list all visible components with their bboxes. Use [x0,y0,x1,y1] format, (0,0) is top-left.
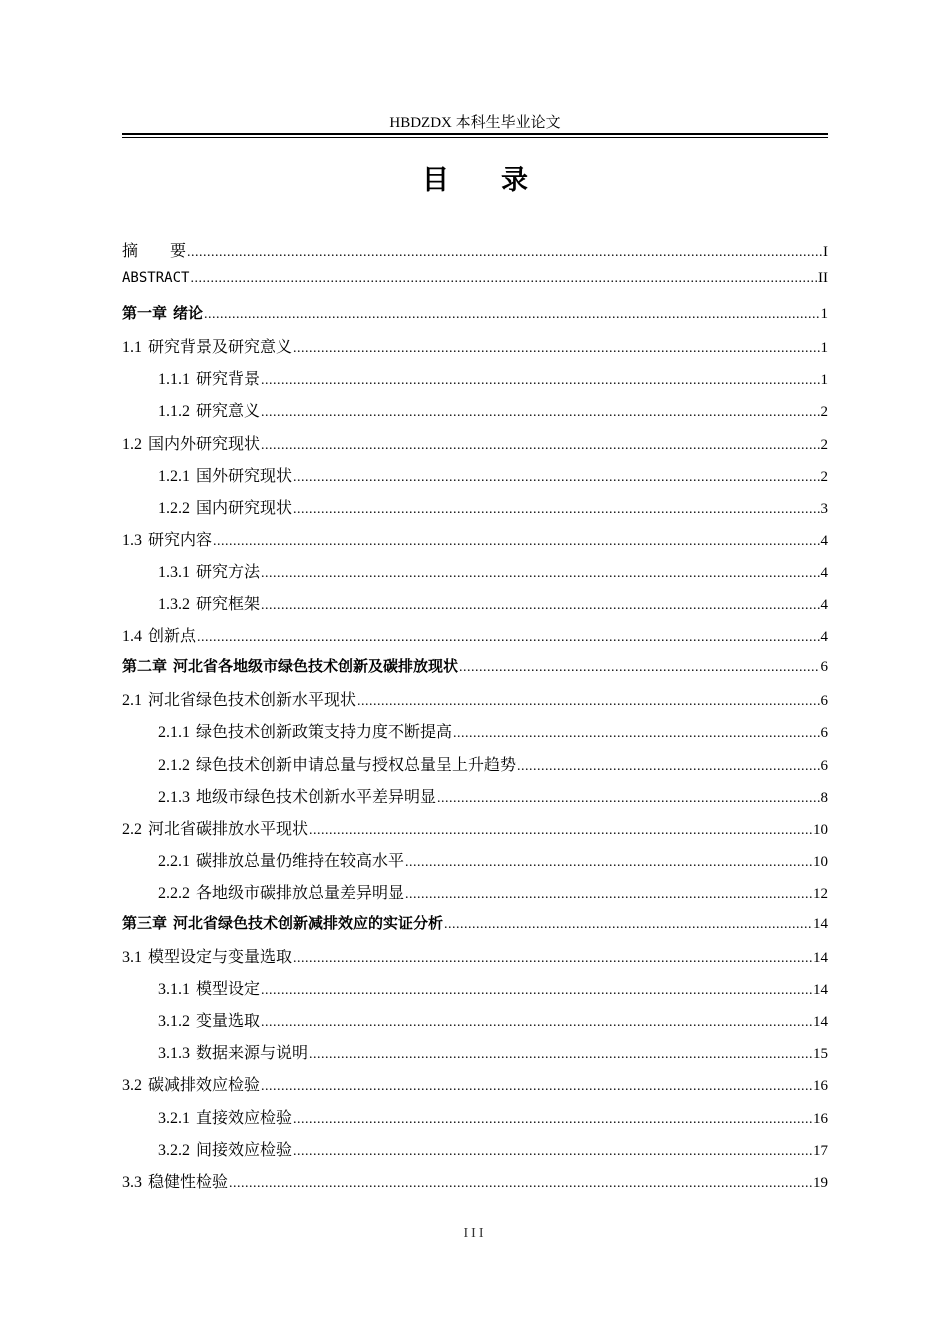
toc-entry[interactable] [122,912,828,944]
toc-leader-dots [309,1047,812,1063]
toc-entry[interactable] [122,1040,828,1072]
toc-entry-number: 1.3 [122,531,142,549]
toc-entry-label [158,752,516,775]
toc-entry-page: I [823,244,828,260]
toc-entry-text: 模型设定与变量选取 [148,949,293,967]
toc-entry-text: 绿色技术创新政策支持力度不断提高 [196,724,453,742]
toc-entry-number: 1.3.1 [158,563,190,581]
toc-entry-label [158,1105,292,1128]
toc-leader-dots [293,1112,812,1128]
toc-entry-label [122,431,260,454]
toc-entry-label [158,495,292,518]
toc-entry-page: 6 [820,757,828,774]
toc-entry-number: 1.1.2 [158,403,190,421]
toc-entry[interactable] [122,848,828,880]
toc-entry-text: 创新点 [148,628,197,646]
toc-leader-dots [213,534,819,550]
toc-entry[interactable] [122,752,828,784]
toc-entry-page: 6 [820,693,828,710]
toc-leader-dots [261,1015,812,1031]
toc-entry-page: 6 [820,659,828,676]
toc-entry-page: 1 [820,340,828,357]
toc-entry-number: 第三章 [122,913,168,932]
toc-entry[interactable] [122,880,828,912]
toc-entry-text: 摘 要 [122,243,187,260]
toc-entry-label [122,816,308,839]
toc-leader-dots [261,566,819,582]
toc-entry-label [158,719,452,742]
toc-entry-text: 碳减排效应检验 [148,1077,261,1095]
toc-entry-label [122,334,292,357]
toc-entry-page: 6 [820,725,828,742]
toc-entry-text: 变量选取 [196,1013,261,1031]
toc-entry-page: 3 [820,500,828,517]
toc-entry[interactable] [122,431,828,463]
toc-entry-number: 3.1.1 [158,981,190,999]
toc-entry-text: ABSTRACT [122,270,190,287]
toc-entry[interactable] [122,1169,828,1201]
toc-entry-text: 河北省碳排放水平现状 [148,820,309,838]
toc-entry-label [122,655,458,676]
toc-entry-page: 19 [813,1174,828,1191]
toc-leader-dots [293,1144,812,1160]
toc-leader-dots [293,341,819,357]
toc-entry-page: 12 [813,885,828,902]
toc-entry[interactable] [122,719,828,751]
toc-entry-label [158,880,404,903]
toc-entry[interactable] [122,976,828,1008]
toc-entry-label [122,527,212,550]
toc-entry[interactable] [122,1137,828,1169]
header-rule [122,133,828,138]
toc-entry-page: 16 [813,1110,828,1127]
toc-leader-dots [261,598,819,614]
toc-entry-text: 地级市绿色技术创新水平差异明显 [196,788,437,806]
toc-leader-dots [204,307,819,323]
toc-entry-text: 研究意义 [196,403,261,421]
toc-entry-label [122,623,196,646]
toc-entry-number: 2.1.1 [158,724,190,742]
toc-entry-page: 8 [820,789,828,806]
toc-entry[interactable] [122,238,828,270]
toc-entry-text: 研究方法 [196,563,261,581]
toc-entry-number: 3.2 [122,1077,142,1095]
toc-entry-page: 2 [820,436,828,453]
toc-entry-label [122,238,186,261]
toc-entry[interactable] [122,944,828,976]
toc-entry-page: 4 [820,532,828,549]
toc-entry-text: 间接效应检验 [196,1141,293,1159]
toc-entry-label [158,784,436,807]
toc-leader-dots [190,271,817,287]
toc-entry-page: 1 [820,306,828,323]
toc-entry-page: 16 [813,1078,828,1095]
toc-entry-page: 1 [820,372,828,389]
toc-entry-page: 14 [813,1014,828,1031]
toc-entry-number: 3.1.3 [158,1045,190,1063]
toc-entry-text: 数据来源与说明 [196,1045,309,1063]
toc-entry[interactable] [122,623,828,655]
toc-entry-label [122,270,189,286]
toc-entry[interactable] [122,816,828,848]
toc-leader-dots [437,791,819,807]
toc-entry-page: 14 [813,950,828,967]
page-title: 目录 [422,165,580,196]
toc-leader-dots [405,855,812,871]
toc-entry-page: 4 [820,597,828,614]
toc-entry-text: 河北省绿色技术创新水平现状 [148,692,357,710]
toc-entry-number: 1.3.2 [158,596,190,614]
toc-entry-text: 绪论 [173,304,204,323]
toc-entry-label [122,687,356,710]
toc-entry-text: 河北省各地级市绿色技术创新及碳排放现状 [173,657,459,676]
toc-leader-dots [261,405,819,421]
toc-entry-text: 研究背景 [196,371,261,389]
toc-entry-text: 国内外研究现状 [148,435,261,453]
toc-entry-label [122,944,292,967]
toc-entry-number: 3.3 [122,1173,142,1191]
toc-leader-dots [517,759,819,775]
toc-entry-page: II [818,270,828,287]
toc-leader-dots [459,660,819,676]
toc-entry[interactable] [122,559,828,591]
toc-entry-page: 2 [820,468,828,485]
toc-leader-dots [453,726,819,742]
toc-entry-page: 4 [820,629,828,646]
toc-entry-number: 3.2.2 [158,1141,190,1159]
toc-entry-text: 直接效应检验 [196,1109,293,1127]
toc-leader-dots [229,1176,812,1192]
toc-entry-label [158,398,260,421]
toc-entry-page: 14 [813,915,828,932]
toc-entry-number: 1.4 [122,628,142,646]
toc-leader-dots [309,823,812,839]
toc-entry-label [158,366,260,389]
toc-leader-dots [444,917,812,933]
toc-leader-dots [293,951,812,967]
toc-entry-label [158,463,292,486]
page-header: HBDZDX 本科生毕业论文 [389,115,561,131]
toc-entry-number: 1.1 [122,339,142,357]
toc-entry-label [158,1040,308,1063]
toc-entry[interactable] [122,655,828,687]
toc-leader-dots [261,438,819,454]
toc-entry-text: 绿色技术创新申请总量与授权总量呈上升趋势 [196,756,517,774]
toc-entry-page: 15 [813,1046,828,1063]
toc-entry[interactable] [122,784,828,816]
toc-entry[interactable] [122,334,828,366]
toc-entry-label [158,559,260,582]
toc-entry-label [122,1169,228,1192]
toc-entry-text: 研究框架 [196,596,261,614]
toc-entry-number: 1.2.1 [158,467,190,485]
toc-leader-dots [261,373,819,389]
toc-entry-label [122,912,443,933]
toc-entry-number: 2.2 [122,820,142,838]
page-number: III [463,1226,487,1241]
toc-entry-text: 研究内容 [148,531,213,549]
toc-leader-dots [197,630,819,646]
toc-entry-page: 10 [813,853,828,870]
toc-entry-number: 1.1.1 [158,371,190,389]
toc-entry[interactable] [122,495,828,527]
toc-entry-number: 3.1.2 [158,1013,190,1031]
toc-leader-dots [187,245,822,261]
toc-entry[interactable] [122,687,828,719]
toc-entry[interactable] [122,1008,828,1040]
toc-entry-text: 河北省绿色技术创新减排效应的实证分析 [173,913,444,932]
toc-entry-text: 各地级市碳排放总量差异明显 [196,884,405,902]
toc-entry[interactable] [122,463,828,495]
toc-entry[interactable] [122,398,828,430]
toc-entry[interactable] [122,1072,828,1104]
toc-entry-text: 国内研究现状 [196,499,293,517]
toc-entry-number: 1.2 [122,435,142,453]
toc-entry-page: 10 [813,821,828,838]
toc-entry-text: 模型设定 [196,981,261,999]
toc-entry[interactable] [122,270,828,302]
toc-entry-number: 3.1 [122,949,142,967]
toc-entry-number: 第二章 [122,657,168,676]
toc-entry-page: 17 [813,1142,828,1159]
toc-entry-label [158,1137,292,1160]
toc-entry-text: 碳排放总量仍维持在较高水平 [196,852,405,870]
toc-entry[interactable] [122,366,828,398]
toc-entry-number: 1.2.2 [158,499,190,517]
toc-entry-number: 2.1.2 [158,756,190,774]
table-of-contents [122,238,828,1201]
toc-entry-number: 3.2.1 [158,1109,190,1127]
toc-leader-dots [293,502,819,518]
toc-entry-label [158,1008,260,1031]
toc-leader-dots [261,1079,812,1095]
toc-entry-text: 国外研究现状 [196,467,293,485]
toc-leader-dots [261,983,812,999]
toc-leader-dots [357,694,819,710]
toc-entry[interactable] [122,591,828,623]
toc-entry-label [158,591,260,614]
toc-entry-number: 第一章 [122,304,168,323]
toc-entry-page: 2 [820,404,828,421]
toc-leader-dots [293,470,819,486]
toc-entry-text: 研究背景及研究意义 [148,339,293,357]
toc-entry[interactable] [122,302,828,334]
toc-entry-label [122,1072,260,1095]
toc-entry[interactable] [122,1105,828,1137]
toc-leader-dots [405,887,812,903]
toc-entry-number: 2.1 [122,692,142,710]
toc-entry-text: 稳健性检验 [148,1173,229,1191]
toc-entry-label [158,976,260,999]
toc-entry-page: 14 [813,982,828,999]
toc-entry-number: 2.1.3 [158,788,190,806]
toc-entry-label [122,302,203,323]
toc-entry-number: 2.2.1 [158,852,190,870]
toc-entry[interactable] [122,527,828,559]
toc-entry-label [158,848,404,871]
toc-entry-number: 2.2.2 [158,884,190,902]
toc-entry-page: 4 [820,564,828,581]
